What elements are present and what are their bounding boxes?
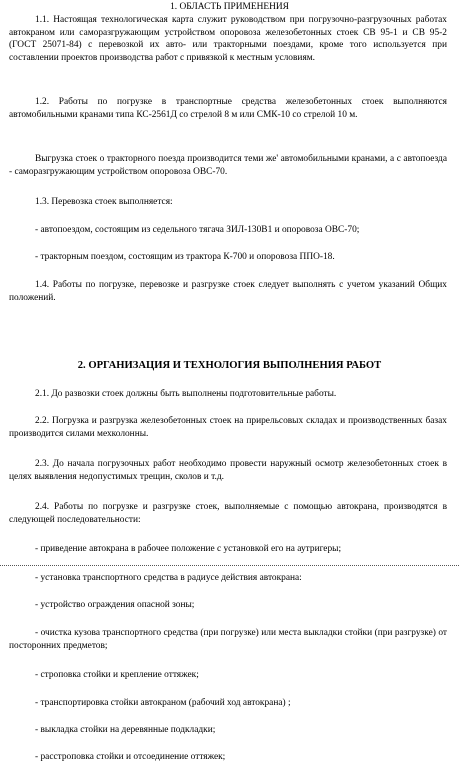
list-item-step: - устройство ограждения опасной зоны; — [35, 600, 195, 610]
list-item-step: - выкладка стойки на деревянные подкладки; — [35, 725, 216, 735]
paragraph-1-2: 1.2. Работы по погрузке в транспортные средства железобетонных стоек выполняются автомобильными кранами типа КС-2561Д со стрелой 8 м или СМК-10 со стрелой 10 м. — [9, 97, 447, 120]
paragraph-2-4: 2.4. Работы по погрузке и разгрузке стоек, выполняемые с помощью автокрана, производятся в следующей последовательности: — [9, 502, 447, 525]
section-1-title: 1. ОБЛАСТЬ ПРИМЕНЕНИЯ — [170, 2, 289, 12]
paragraph-1-3: 1.3. Перевозка стоек выполняется: — [35, 197, 173, 207]
list-item-step: - строповка стойки и крепление оттяжек; — [35, 670, 199, 680]
paragraph-1-1: 1.1. Настоящая технологическая карта служит руководством при погрузочно-разгрузочных работах автокраном или саморазгружающим устройством опоровоза железобетонных стоек СВ 95-1 и СВ 95-2 (ГОСТ 25071-84) с перевозкой их авто- или тракторными поездами, кроме того используется при составлении проектов производства работ с привязкой к местным условиям. — [9, 15, 447, 63]
paragraph-unloading: Выгрузка стоек о тракторного поезда производится теми же' автомобильными кранами, а с автопоезда - саморазгружающим устройством опоровоза ОВС-70. — [9, 154, 447, 177]
paragraph-2-2: 2.2. Погрузка и разгрузка железобетонных стоек на прирельсовых складах и производственных базах производится силами мехколонны. — [9, 416, 447, 439]
section-2-title: 2. ОРГАНИЗАЦИЯ И ТЕХНОЛОГИЯ ВЫПОЛНЕНИЯ РАБОТ — [77, 360, 382, 371]
list-item-autotrain: - автопоездом, состоящим из седельного тягача ЗИЛ-130В1 и опоровоза ОВС-70; — [35, 225, 360, 235]
list-item-step: - транспортировка стойки автокраном (рабочий ход автокрана) ; — [35, 698, 291, 708]
paragraph-1-4: 1.4. Работы по погрузке, перевозке и разгрузке стоек следует выполнять с учетом указаний Общих положений. — [9, 280, 447, 303]
list-item-step: - расстроповка стойки и отсоединение оттяжек; — [35, 752, 226, 762]
paragraph-2-3: 2.3. До начала погрузочных работ необходимо провести наружный осмотр железобетонных стоек в целях выявления недопустимых трещин, сколов и т.д. — [9, 459, 447, 482]
list-item-step: - приведение автокрана в рабочее положение с установкой его на аутригеры; — [35, 544, 342, 554]
list-item-step: - установка транспортного средства в радиусе действия автокрана: — [35, 573, 302, 583]
list-item-tractor-train: - тракторным поездом, состоящим из трактора К-700 и опоровоза ППО-18. — [35, 252, 335, 262]
paragraph-2-1: 2.1. До развозки стоек должны быть выполнены подготовительные работы. — [35, 389, 337, 399]
page-break-divider — [0, 565, 459, 566]
list-item-step: - очистка кузова транспортного средства (при погрузке) или места выкладки стойки (при разгрузке) от посторонних предметов; — [9, 628, 447, 651]
